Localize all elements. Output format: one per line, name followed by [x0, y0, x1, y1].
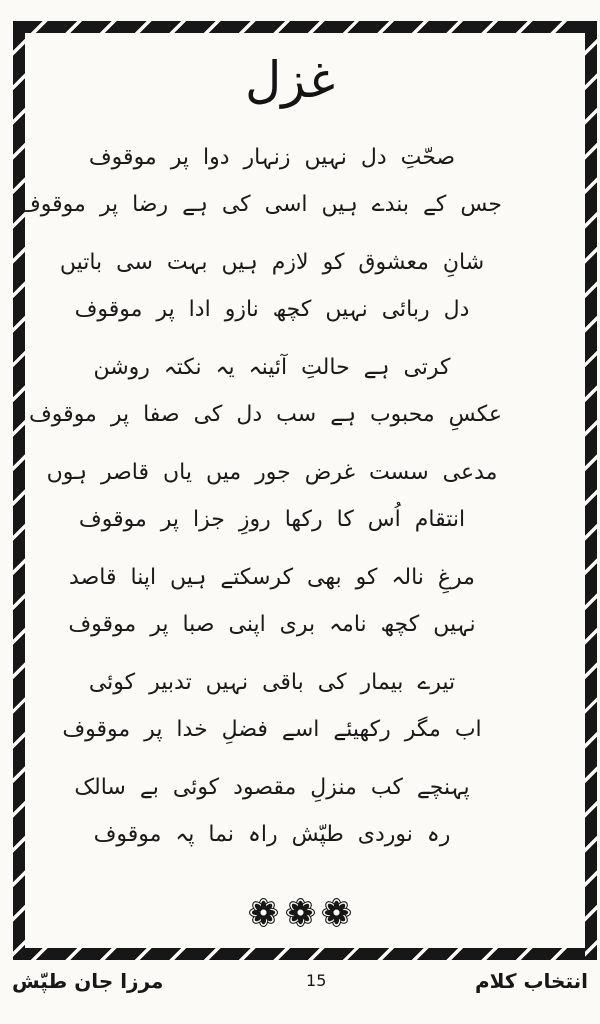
poem-body — [17, 134, 502, 869]
flower-ornament-icon — [322, 898, 351, 927]
verse-line: مدعی سست غرض جور میں یاں قاصر ہوں — [46, 460, 498, 485]
footer-collection-title: انتخاب کلام — [475, 969, 588, 993]
verse-line: تیرے بیمار کی باقی نہیں تدبیر کوئی — [88, 670, 456, 695]
couplet — [42, 554, 502, 648]
verse-line: دل ربائی نہیں کچھ نازو ادا پر موقوف — [74, 297, 470, 322]
couplet — [29, 344, 502, 438]
couplet — [17, 134, 502, 228]
verse-line: عکسِ محبوب ہے سب دل کی صفا پر موقوف — [29, 402, 502, 427]
verse-line: نہیں کچھ نامہ بری اپنی صبا پر موقوف — [68, 612, 476, 637]
page-border-right — [585, 21, 597, 960]
page-footer — [12, 966, 588, 996]
flower-ornament-icon — [286, 898, 315, 927]
page-title: غزل — [244, 51, 336, 109]
footer-author: مرزا جان طپّش — [12, 969, 164, 993]
verse-line: صحّتِ دل نہیں زنہار دوا پر موقوف — [88, 145, 456, 170]
couplet — [42, 239, 502, 333]
verse-line: رہ نوردی طپّش راہ نما پہ موقوف — [93, 822, 451, 847]
verse-line: انتقام اُس کا رکھا روزِ جزا پر موقوف — [78, 507, 466, 532]
couplet — [42, 764, 502, 858]
flower-ornament-icon — [249, 898, 278, 927]
verse-line: پہنچے کب منزلِ مقصود کوئی بے سالک — [74, 775, 470, 800]
verse-line: کرتی ہے حالتِ آئینہ یہ نکتہ روشن — [93, 355, 451, 380]
couplet — [42, 449, 502, 543]
verse-line: مرغِ نالہ کو بھی کرسکتے ہیں اپنا قاصد — [69, 565, 475, 590]
verse-line: جس کے بندے ہیں اسی کی ہے رضا پر موقوف — [17, 192, 502, 217]
couplet — [42, 659, 502, 753]
page-border-left — [13, 21, 25, 960]
verse-line: شانِ معشوق کو لازم ہیں بہت سی باتیں — [59, 250, 485, 275]
ornament-row — [0, 898, 600, 927]
page-border-top — [13, 21, 597, 33]
page-border-bottom — [13, 948, 597, 960]
verse-line: اب مگر رکھیئے اسے فضلِ خدا پر موقوف — [62, 717, 482, 742]
page-number: 15 — [306, 971, 327, 990]
